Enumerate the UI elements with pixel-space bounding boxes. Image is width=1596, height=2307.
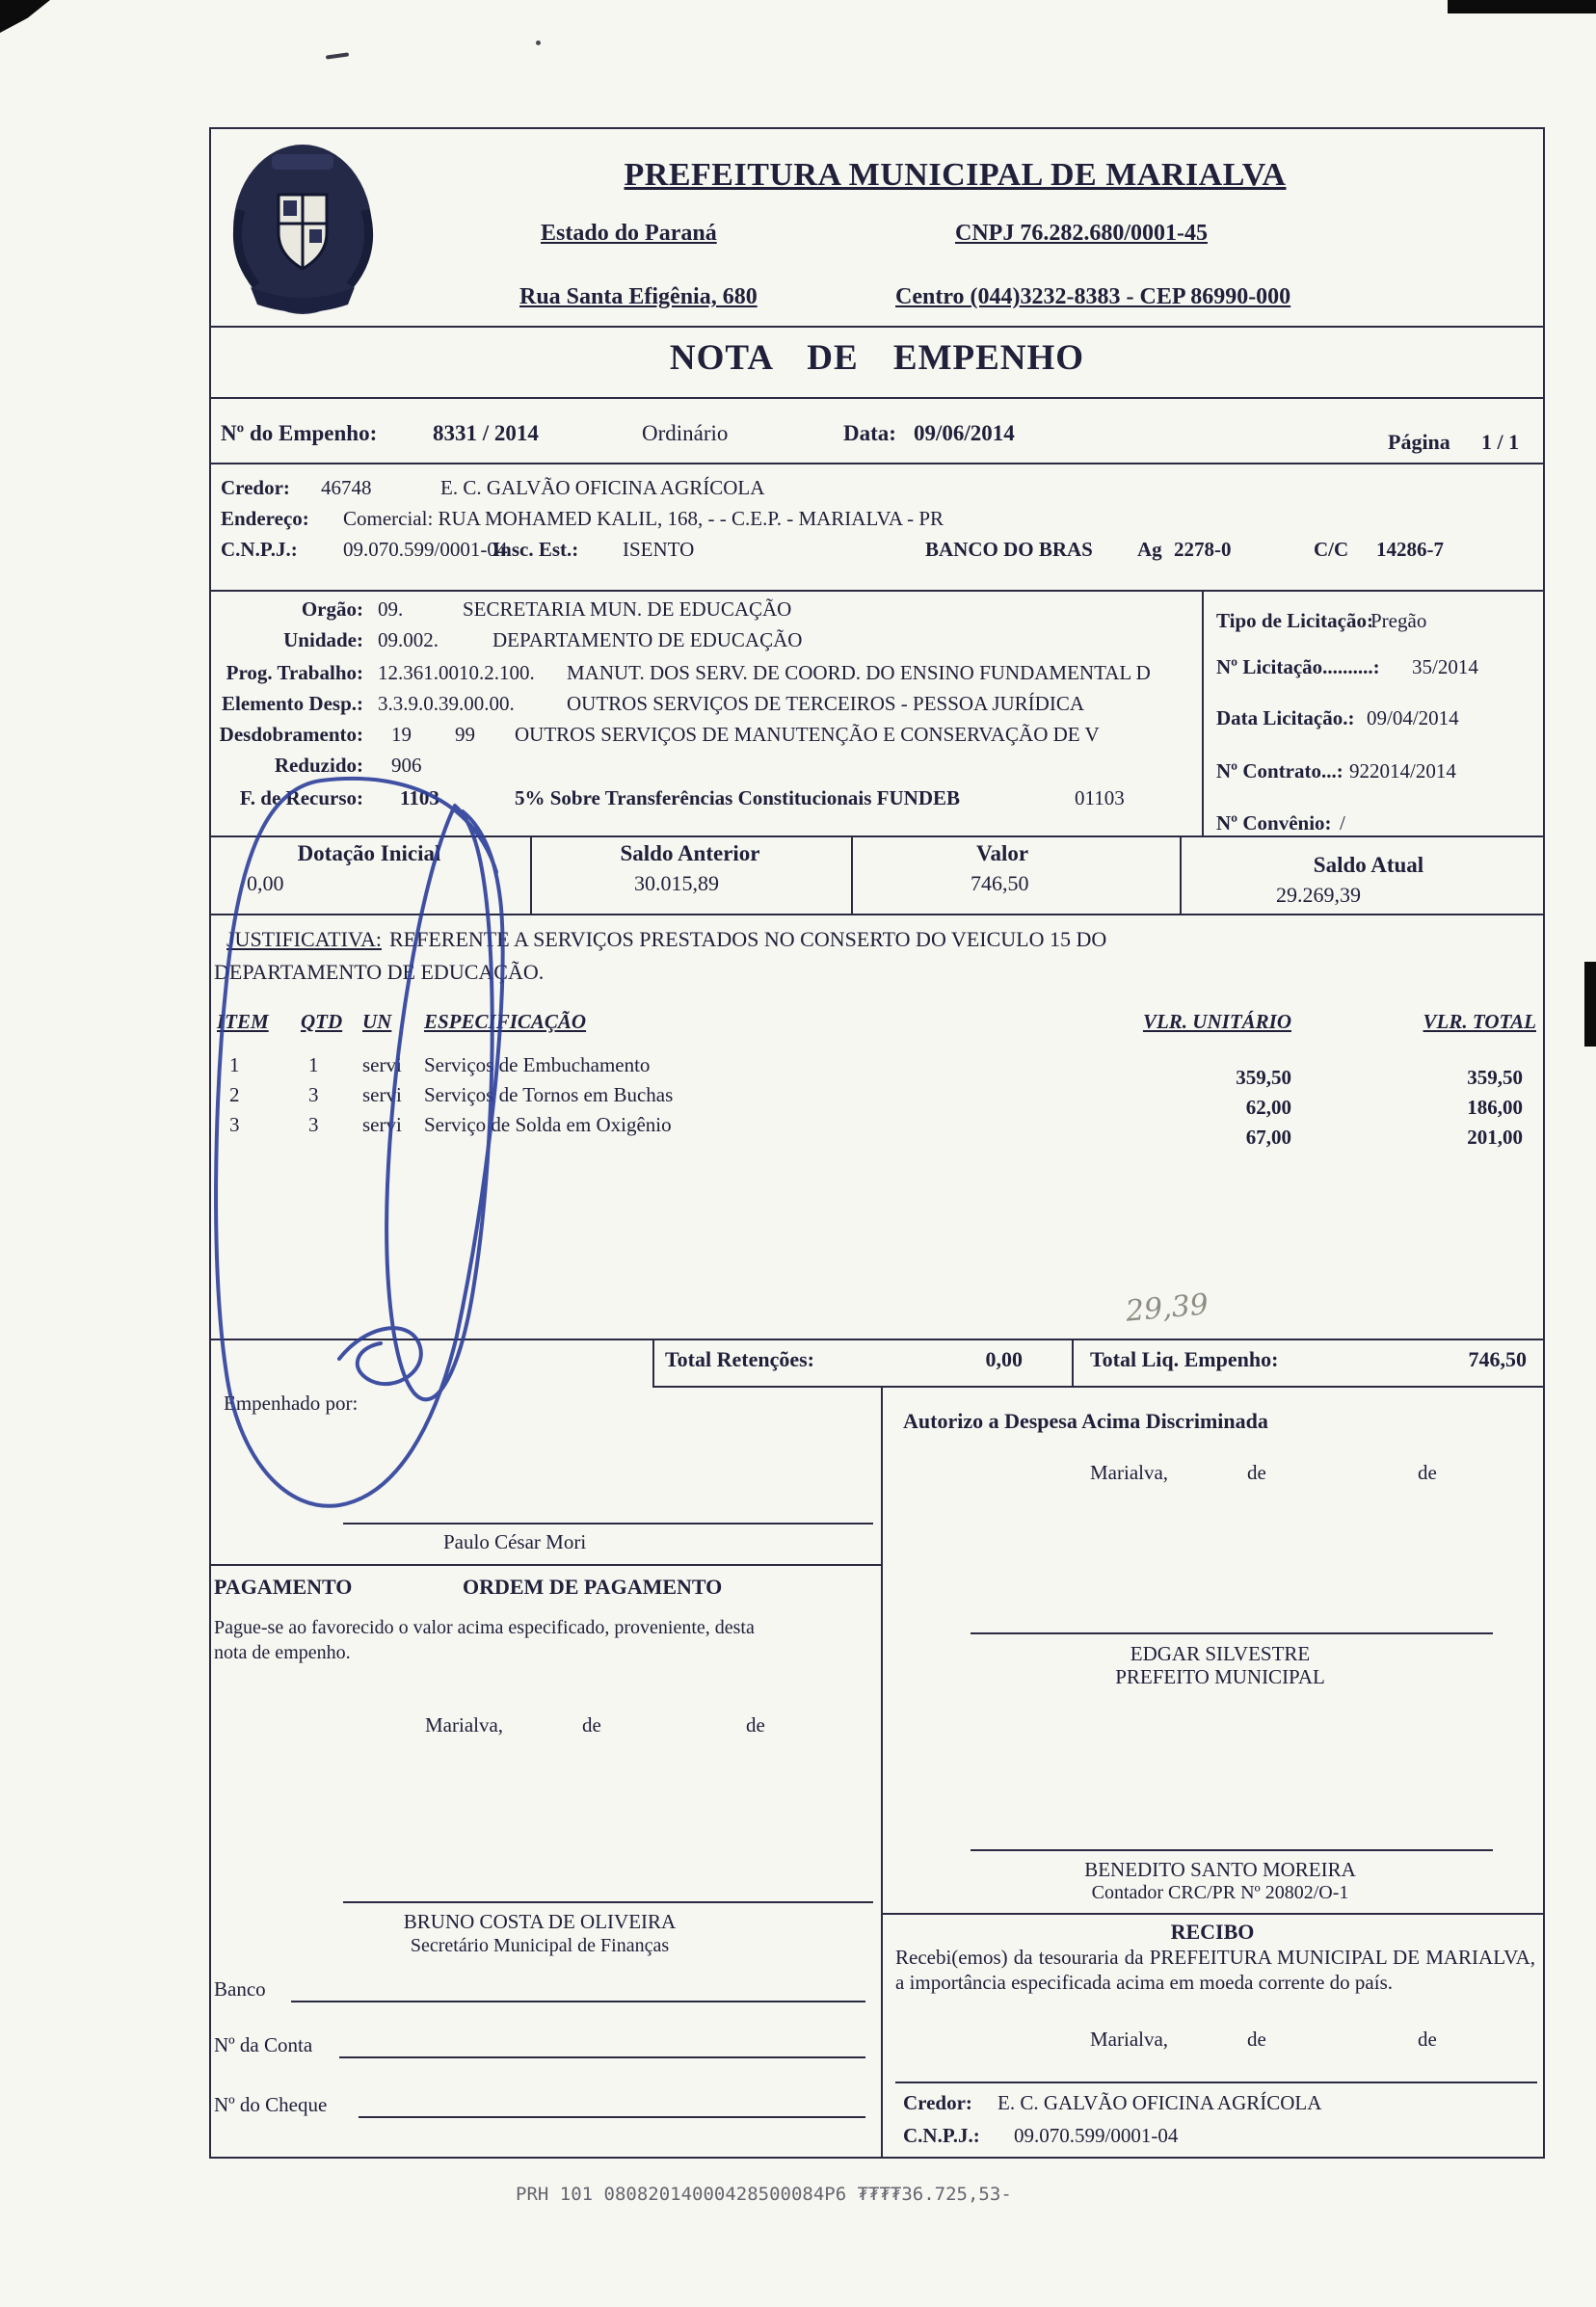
fonte-recurso-cod2: 01103 (1075, 786, 1125, 809)
item-row-espec: Serviço de Solda em Oxigênio (424, 1113, 672, 1136)
data-licitacao: 09/04/2014 (1367, 706, 1459, 729)
item-row-unitario: 67,00 (1245, 1126, 1291, 1149)
insc-est: ISENTO (623, 538, 695, 561)
divider (209, 397, 1545, 399)
recibo-cidade: Marialva, (1090, 2028, 1169, 2051)
header-cnpj: CNPJ 76.282.680/0001-45 (955, 221, 1208, 246)
col-vlr-unitario: VLR. UNITÁRIO (1142, 1010, 1291, 1033)
total-liquido-label: Total Liq. Empenho: (1090, 1347, 1279, 1371)
elemento-desp-label: Elemento Desp.: (222, 692, 363, 715)
pagamento-de1: de (582, 1713, 601, 1737)
unidade-cod: 09.002. (378, 628, 439, 651)
desdobramento-cod2: 99 (455, 723, 475, 746)
header-endereco: Rua Santa Efigênia, 680 (519, 284, 758, 309)
divider (652, 1386, 1545, 1388)
desdobramento-desc: OUTROS SERVIÇOS DE MANUTENÇÃO E CONSERVAÇÃO DE V (515, 723, 1100, 746)
ordem-pagamento-titulo: ORDEM DE PAGAMENTO (463, 1575, 723, 1599)
justificativa-linha1: REFERENTE A SERVIÇOS PRESTADOS NO CONSERTO DO VEICULO 15 DO (389, 927, 1107, 951)
secretario-cargo: Secretário Municipal de Finanças (410, 1935, 670, 1956)
recibo-texto: Recebi(emos) da tesouraria da PREFEITURA MUNICIPAL DE MARIALVA, a importância especificada acima em moeda corrente do país. (895, 1946, 1535, 1995)
conta-campo-label: Nº da Conta (214, 2033, 313, 2056)
item-row-total: 201,00 (1467, 1126, 1523, 1149)
orgao-label: Orgão: (301, 597, 363, 621)
empenhado-por-label: Empenhado por: (224, 1392, 359, 1415)
border-bottom (209, 2157, 1545, 2159)
autorizo-cidade: Marialva, (1090, 1461, 1169, 1484)
item-row-qtd: 3 (308, 1113, 319, 1136)
divider (209, 326, 1545, 328)
fonte-recurso-desc: 5% Sobre Transferências Constitucionais FUNDEB (515, 786, 961, 809)
agencia-valor: 2278-0 (1174, 538, 1232, 561)
autorizo-de2: de (1418, 1461, 1437, 1484)
item-row-qtd: 3 (308, 1083, 319, 1106)
recibo-credor-label: Credor: (903, 2091, 972, 2114)
fonte-recurso-cod: 1103 (400, 786, 439, 809)
tipo-licitacao: Pregão (1370, 609, 1427, 632)
item-row-num: 1 (229, 1053, 240, 1076)
orgao-desc: SECRETARIA MUN. DE EDUCAÇÃO (463, 597, 792, 621)
scan-artifact-corner (0, 0, 50, 33)
elemento-desp-cod: 3.3.9.0.39.00.00. (378, 692, 515, 715)
recibo-de1: de (1247, 2028, 1266, 2051)
tipo-licitacao-label: Tipo de Licitação: (1216, 609, 1373, 632)
header-estado: Estado do Paraná (541, 221, 717, 246)
border-right (1543, 127, 1545, 2159)
scan-artifact-edge-bar (1584, 962, 1596, 1047)
banco-campo-linha (291, 2001, 865, 2002)
autorizo-titulo: Autorizo a Despesa Acima Discriminada (903, 1409, 1268, 1433)
divider (209, 914, 1545, 915)
unidade-desc: DEPARTAMENTO DE EDUCAÇÃO (492, 628, 803, 651)
col-un: UN (362, 1010, 392, 1033)
orgao-cod: 09. (378, 597, 404, 621)
recibo-de2: de (1418, 2028, 1437, 2051)
saldo-atual-label: Saldo Atual (1313, 853, 1424, 877)
num-licitacao-label: Nº Licitação..........: (1216, 655, 1380, 678)
insc-est-label: Insc. Est.: (492, 538, 579, 561)
credor-cnpj: 09.070.599/0001-04 (343, 538, 508, 561)
item-row-un: servi (362, 1083, 402, 1106)
divider (209, 1564, 881, 1566)
banco-label: BANCO DO BRAS (925, 538, 1093, 561)
divider (881, 1913, 1545, 1915)
contador-cargo: Contador CRC/PR Nº 20802/O-1 (1091, 1882, 1349, 1903)
saldo-atual-valor: 29.269,39 (1276, 883, 1361, 907)
cheque-campo-label: Nº do Cheque (214, 2093, 328, 2116)
item-row-espec: Serviços de Tornos em Buchas (424, 1083, 674, 1106)
pagamento-texto1: Pague-se ao favorecido o valor acima especificado, proveniente, desta (214, 1617, 755, 1638)
credor-endereco-label: Endereço: (221, 507, 309, 530)
reduzido-valor: 906 (391, 754, 422, 777)
border-top (209, 127, 1545, 129)
scan-artifact-dot (536, 40, 541, 45)
prog-trabalho-label: Prog. Trabalho: (226, 661, 363, 684)
prog-trabalho-cod: 12.361.0010.2.100. (378, 661, 535, 684)
item-row-total: 359,50 (1467, 1066, 1523, 1089)
justificativa-label: JUSTIFICATIVA: (226, 927, 382, 951)
signature-line (971, 1849, 1493, 1851)
divider (881, 1386, 883, 2157)
divider (209, 590, 1545, 592)
total-retencoes-label: Total Retenções: (665, 1347, 814, 1371)
divider (209, 1339, 1545, 1340)
empenho-numero-label: Nº do Empenho: (221, 421, 378, 445)
elemento-desp-desc: OUTROS SERVIÇOS DE TERCEIROS - PESSOA JURÍDICA (567, 692, 1085, 715)
signature-line (343, 1901, 873, 1903)
secretario-nome: BRUNO COSTA DE OLIVEIRA (403, 1910, 677, 1933)
prefeito-nome: EDGAR SILVESTRE (1130, 1642, 1311, 1665)
banco-campo-label: Banco (214, 1977, 266, 2001)
item-row-unitario: 62,00 (1245, 1096, 1291, 1119)
desdobramento-cod1: 19 (391, 723, 412, 746)
prog-trabalho-desc: MANUT. DOS SERV. DE COORD. DO ENSINO FUNDAMENTAL D (567, 661, 1151, 684)
valor-label: Valor (975, 841, 1029, 865)
fonte-recurso-label: F. de Recurso: (239, 786, 363, 809)
divider (851, 835, 853, 914)
cc-label: C/C (1314, 538, 1349, 561)
recibo-titulo: RECIBO (1170, 1920, 1255, 1944)
col-especificacao: ESPECIFICAÇÃO (424, 1010, 587, 1033)
divider (895, 2082, 1537, 2083)
conta-campo-linha (339, 2056, 865, 2058)
divider (652, 1339, 654, 1388)
pagamento-titulo: PAGAMENTO (214, 1575, 353, 1599)
signature-line (971, 1632, 1493, 1634)
dotacao-inicial-label: Dotação Inicial (297, 841, 441, 865)
valor-valor: 746,50 (971, 871, 1029, 895)
item-row-num: 2 (229, 1083, 240, 1106)
empenhado-assinatura: Paulo César Mori (443, 1530, 587, 1553)
divider (530, 835, 532, 914)
credor-nome: E. C. GALVÃO OFICINA AGRÍCOLA (440, 476, 765, 499)
data-licitacao-label: Data Licitação.: (1216, 706, 1355, 729)
recibo-cnpj-label: C.N.P.J.: (903, 2124, 980, 2147)
cheque-campo-linha (359, 2116, 865, 2118)
pagina-label: Página (1388, 430, 1450, 454)
municipal-seal-logo (224, 135, 383, 324)
header-centro: Centro (044)3232-8383 - CEP 86990-000 (895, 284, 1291, 309)
justificativa-linha2: DEPARTAMENTO DE EDUCAÇÃO. (214, 960, 545, 984)
divider (1202, 590, 1204, 835)
prefeito-cargo: PREFEITO MUNICIPAL (1115, 1665, 1325, 1688)
saldo-anterior-label: Saldo Anterior (620, 841, 760, 865)
reduzido-label: Reduzido: (274, 754, 363, 777)
item-row-un: servi (362, 1053, 402, 1076)
col-item: ITEM (217, 1010, 269, 1033)
recibo-cnpj: 09.070.599/0001-04 (1014, 2124, 1179, 2147)
border-left (209, 127, 211, 2159)
scan-artifact-dash (326, 52, 349, 59)
document-entity-title: PREFEITURA MUNICIPAL DE MARIALVA (624, 157, 1287, 193)
item-row-espec: Serviços de Embuchamento (424, 1053, 651, 1076)
credor-label: Credor: (221, 476, 290, 499)
recibo-credor: E. C. GALVÃO OFICINA AGRÍCOLA (998, 2091, 1322, 2114)
col-qtd: QTD (301, 1010, 343, 1033)
pagamento-texto2: nota de empenho. (214, 1642, 351, 1663)
saldo-anterior-valor: 30.015,89 (634, 871, 719, 895)
signature-line (343, 1523, 873, 1525)
credor-endereco: Comercial: RUA MOHAMED KALIL, 168, - - C.E.P. - MARIALVA - PR (343, 507, 944, 530)
total-retencoes-valor: 0,00 (985, 1347, 1023, 1371)
empenho-numero: 8331 / 2014 (433, 421, 539, 445)
document-type-title: NOTA DE EMPENHO (669, 338, 1085, 378)
divider (1072, 1339, 1074, 1388)
scan-artifact-top-strip (1448, 0, 1596, 13)
item-row-total: 186,00 (1467, 1096, 1523, 1119)
item-row-num: 3 (229, 1113, 240, 1136)
item-row-qtd: 1 (308, 1053, 319, 1076)
divider (1180, 835, 1182, 914)
desdobramento-label: Desdobramento: (219, 723, 363, 746)
empenho-tipo: Ordinário (642, 421, 729, 445)
num-contrato-label: Nº Contrato...: (1216, 759, 1343, 782)
agencia-label: Ag (1137, 538, 1162, 561)
pagina-valor: 1 / 1 (1481, 430, 1520, 454)
autorizo-de1: de (1247, 1461, 1266, 1484)
divider (209, 835, 1545, 837)
dotacao-inicial-valor: 0,00 (247, 871, 284, 895)
cc-valor: 14286-7 (1376, 538, 1444, 561)
num-contrato: 922014/2014 (1349, 759, 1456, 782)
item-row-un: servi (362, 1113, 402, 1136)
num-convenio: / (1340, 811, 1345, 835)
pagamento-cidade: Marialva, (425, 1713, 504, 1737)
num-licitacao: 35/2014 (1412, 655, 1478, 678)
total-liquido-valor: 746,50 (1468, 1347, 1527, 1371)
contador-nome: BENEDITO SANTO MOREIRA (1084, 1858, 1356, 1881)
credor-codigo: 46748 (321, 476, 372, 499)
unidade-label: Unidade: (283, 628, 363, 651)
num-convenio-label: Nº Convênio: (1216, 811, 1332, 835)
pagamento-de2: de (746, 1713, 765, 1737)
dot-matrix-auth-line: PRH 101 08082014000428500084P6 ₮₮₮₮36.725,53- (516, 2184, 1012, 2205)
item-row-unitario: 359,50 (1236, 1066, 1291, 1089)
credor-cnpj-label: C.N.P.J.: (221, 538, 298, 561)
empenho-data-label: Data: (843, 421, 896, 445)
col-vlr-total: VLR. TOTAL (1423, 1010, 1536, 1033)
divider (209, 463, 1545, 464)
empenho-data: 09/06/2014 (914, 421, 1015, 445)
handwritten-note: 29,39 (1124, 1287, 1210, 1329)
